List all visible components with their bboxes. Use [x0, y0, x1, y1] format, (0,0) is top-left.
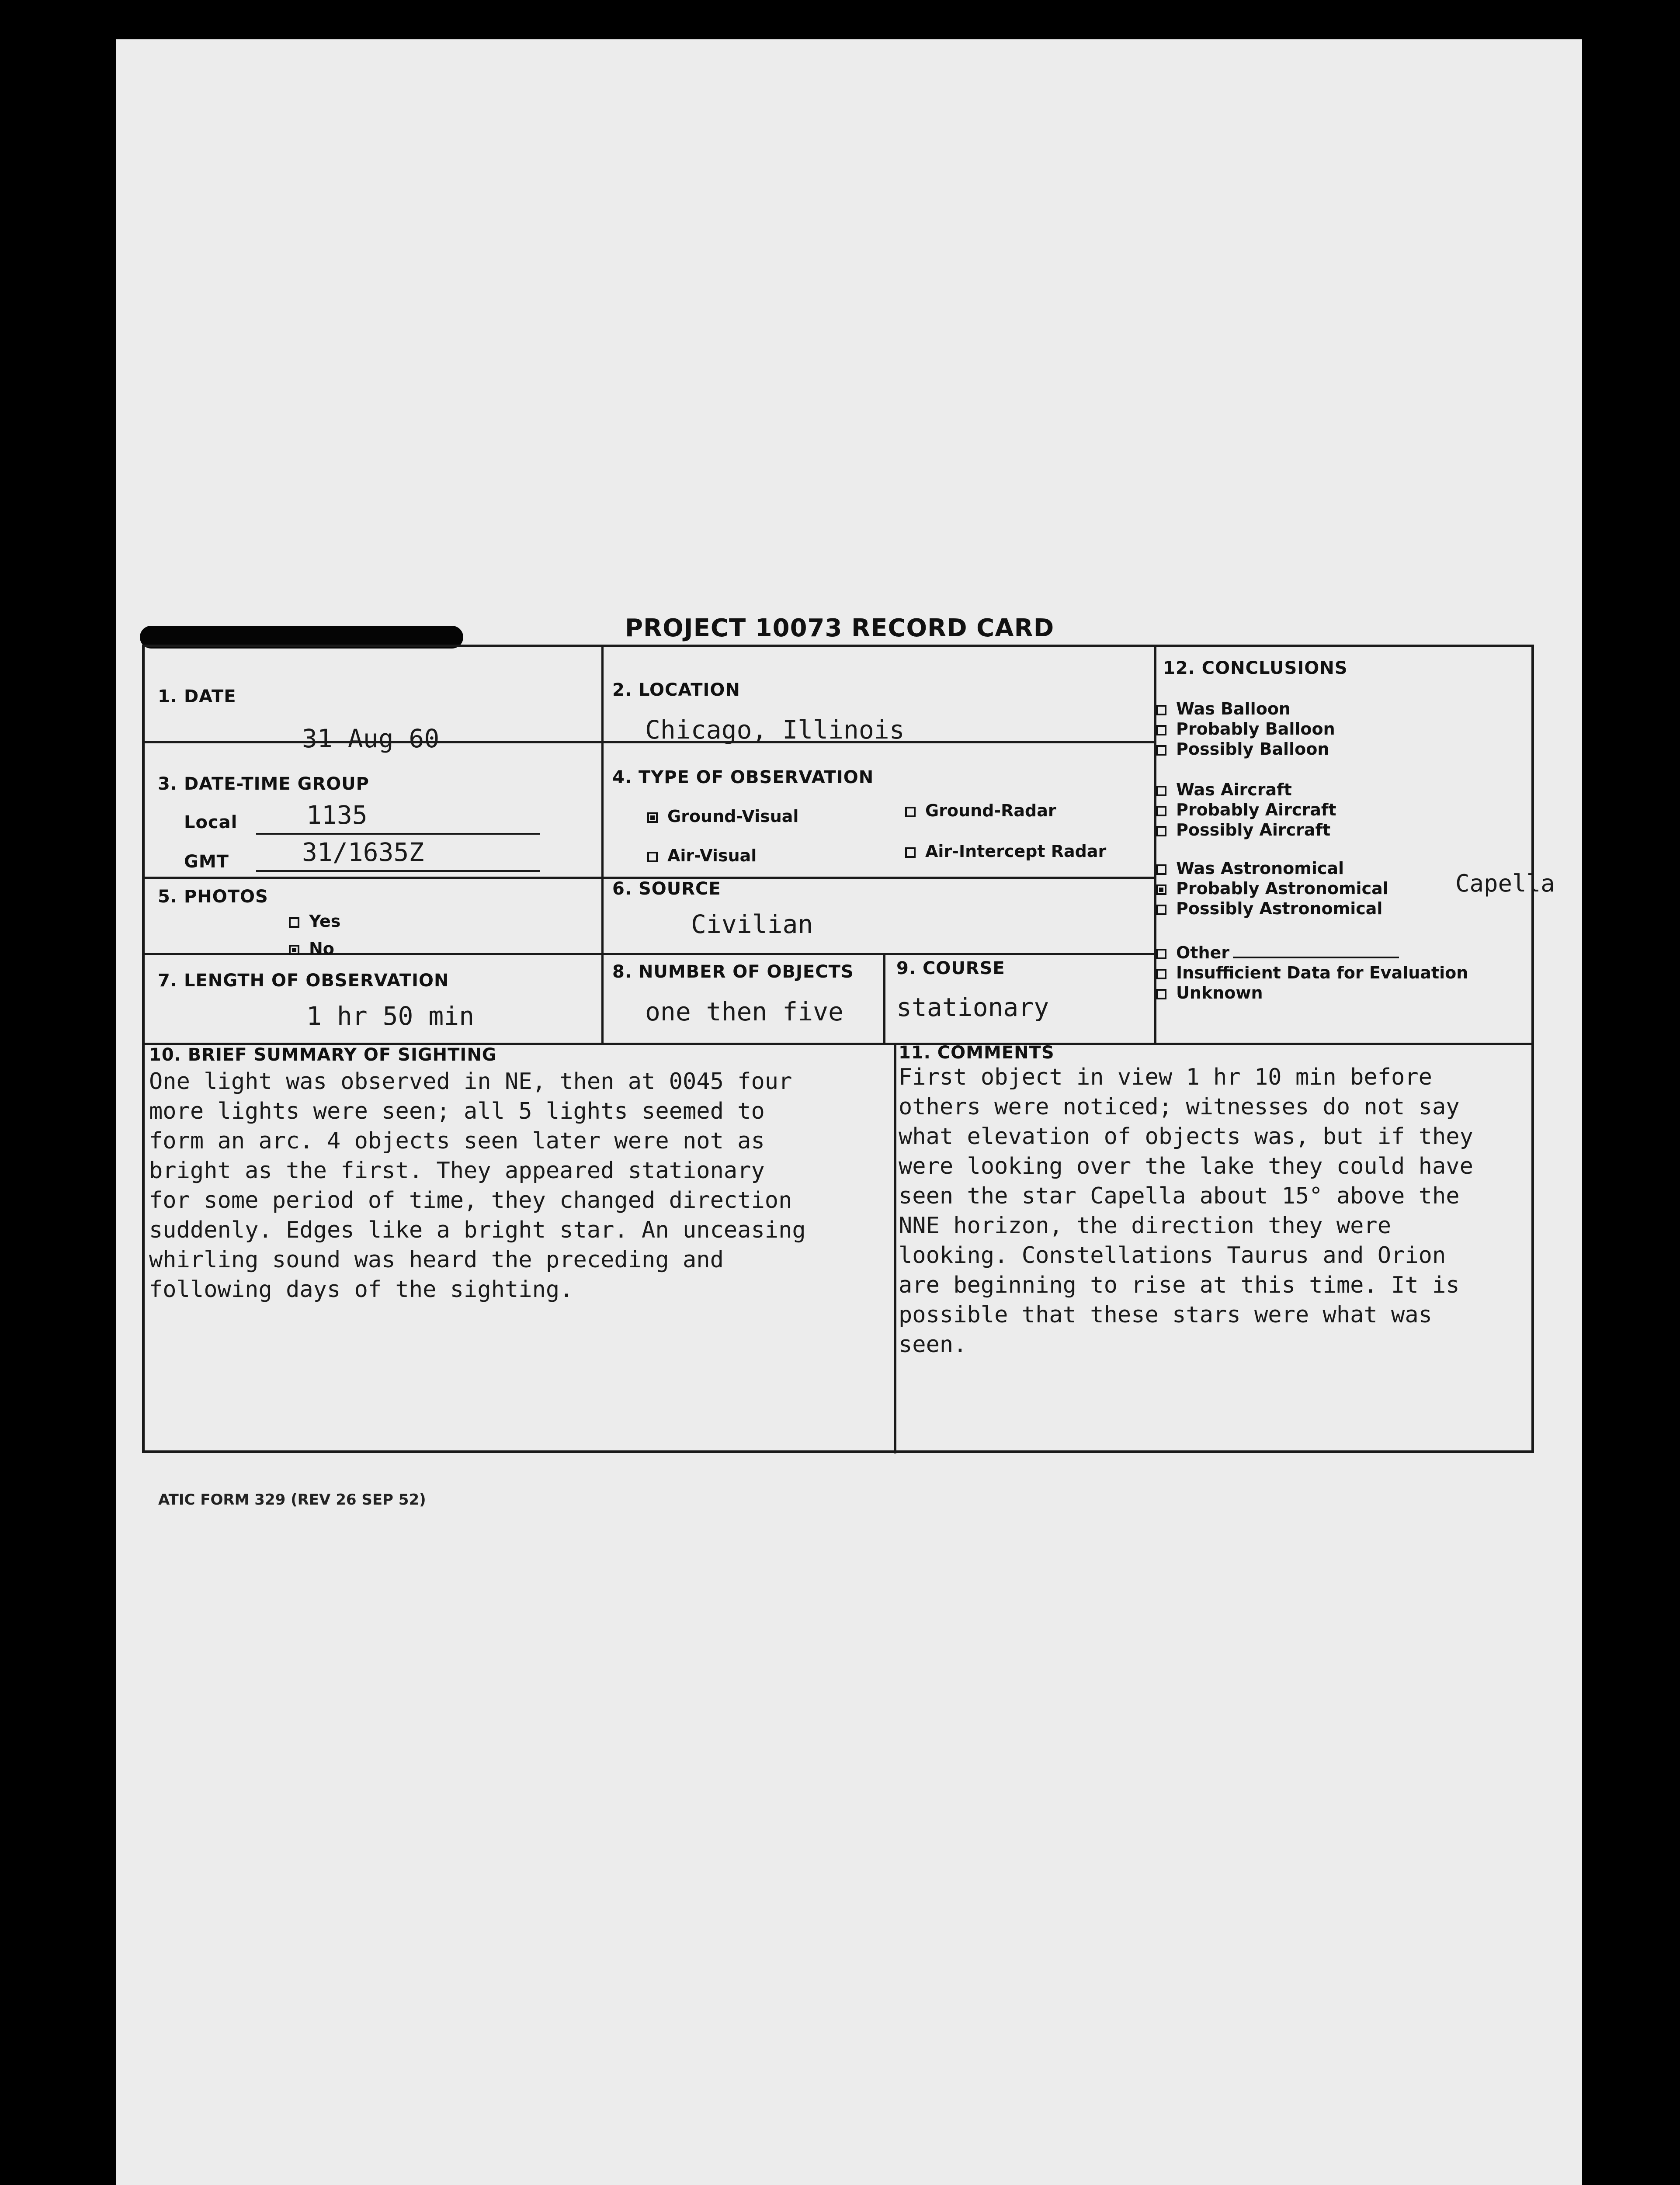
divider: [894, 1043, 896, 1453]
conclusions-group-astronomical: [1156, 859, 1388, 919]
conclusion-insufficient-data[interactable]: Insufficient Data for Evaluation: [1156, 963, 1468, 983]
record-card: [142, 645, 1534, 1453]
form-number: ATIC FORM 329 (REV 26 SEP 52): [158, 1491, 426, 1509]
option-ground-radar[interactable]: Ground-Radar: [905, 801, 1056, 820]
course-value: stationary: [896, 992, 1049, 1022]
summary-line: form an arc. 4 objects seen later were not as: [149, 1128, 765, 1154]
date-label: 1. DATE: [158, 687, 236, 707]
length-value: 1 hr 50 min: [306, 1001, 475, 1031]
comments-line: what elevation of objects was, but if they: [899, 1124, 1473, 1150]
checkbox-icon: [1156, 884, 1166, 895]
conclusion-unknown[interactable]: Unknown: [1156, 983, 1468, 1003]
option-ground-visual[interactable]: Ground-Visual: [647, 807, 798, 826]
option-air-visual[interactable]: Air-Visual: [647, 846, 757, 865]
conclusions-group-aircraft: [1156, 780, 1336, 840]
card-title: PROJECT 10073 RECORD CARD: [625, 614, 1055, 642]
divider: [601, 647, 604, 1043]
checkbox-icon: [289, 917, 299, 928]
checkbox-icon: [647, 852, 658, 862]
conclusion-was-balloon[interactable]: Was Balloon: [1156, 699, 1335, 719]
comments-line: looking. Constellations Taurus and Orion: [899, 1242, 1446, 1269]
summary-line: for some period of time, they changed direction: [149, 1187, 792, 1214]
conclusion-was-aircraft[interactable]: Was Aircraft: [1156, 780, 1336, 800]
option-air-intercept-radar[interactable]: Air-Intercept Radar: [905, 842, 1106, 861]
checkbox-icon: [1156, 705, 1166, 715]
comments-label: 11. COMMENTS: [899, 1043, 1055, 1063]
date-time-group-label: 3. DATE-TIME GROUP: [158, 774, 369, 794]
checkbox-icon: [1156, 949, 1166, 959]
gmt-label: GMT: [184, 852, 229, 872]
checkbox-icon: [1156, 745, 1166, 756]
summary-line: bright as the first. They appeared stationary: [149, 1158, 765, 1184]
conclusion-annotation: Capella: [1455, 870, 1555, 897]
gmt-line: [256, 870, 540, 872]
checkbox-icon: [905, 807, 916, 817]
summary-text: [149, 1067, 806, 1304]
comments-line: others were noticed; witnesses do not say: [899, 1094, 1460, 1120]
gmt-value: 31/1635Z: [302, 837, 424, 867]
photos-yes[interactable]: Yes: [289, 912, 340, 931]
course-label: 9. COURSE: [896, 958, 1005, 978]
comments-line: were looking over the lake they could have: [899, 1153, 1473, 1179]
checkbox-icon: [1156, 786, 1166, 796]
photos-no[interactable]: No: [289, 939, 334, 958]
local-time-line: [256, 833, 540, 835]
checkbox-icon: [1156, 725, 1166, 735]
conclusion-other[interactable]: Other: [1156, 943, 1468, 963]
comments-text: [899, 1062, 1473, 1360]
summary-line: more lights were seen; all 5 lights seemed to: [149, 1098, 765, 1124]
conclusion-was-astronomical[interactable]: Was Astronomical: [1156, 859, 1388, 879]
source-label: 6. SOURCE: [612, 879, 721, 899]
number-of-objects-label: 8. NUMBER OF OBJECTS: [612, 962, 854, 982]
divider: [883, 953, 885, 1043]
conclusion-possibly-astronomical[interactable]: Possibly Astronomical: [1156, 899, 1388, 919]
summary-line: suddenly. Edges like a bright star. An unceasing: [149, 1217, 806, 1243]
type-of-observation-label: 4. TYPE OF OBSERVATION: [612, 767, 874, 787]
comments-line: seen.: [899, 1332, 967, 1358]
conclusion-probably-balloon[interactable]: Probably Balloon: [1156, 719, 1335, 739]
checkbox-icon: [1156, 905, 1166, 915]
length-label: 7. LENGTH OF OBSERVATION: [158, 971, 449, 991]
summary-label: 10. BRIEF SUMMARY OF SIGHTING: [149, 1045, 497, 1065]
number-of-objects-value: one then five: [645, 997, 843, 1027]
checkbox-icon: [1156, 989, 1166, 999]
checkbox-icon: [1156, 969, 1166, 979]
local-time-label: Local: [184, 812, 238, 832]
comments-line: possible that these stars were what was: [899, 1302, 1432, 1328]
conclusion-possibly-aircraft[interactable]: Possibly Aircraft: [1156, 820, 1336, 840]
conclusions-group-balloon: [1156, 699, 1335, 760]
conclusion-probably-astronomical[interactable]: Probably Astronomical: [1156, 879, 1388, 899]
location-value: Chicago, Illinois: [645, 715, 905, 745]
summary-line: following days of the sighting.: [149, 1276, 573, 1303]
checkbox-icon: [1156, 864, 1166, 875]
location-label: 2. LOCATION: [612, 680, 740, 700]
photos-label: 5. PHOTOS: [158, 887, 268, 907]
checkbox-icon: [905, 847, 916, 858]
conclusion-probably-aircraft[interactable]: Probably Aircraft: [1156, 800, 1336, 820]
local-time-value: 1135: [306, 800, 368, 830]
comments-line: NNE horizon, the direction they were: [899, 1213, 1392, 1239]
checkbox-icon: [289, 945, 299, 955]
checkbox-icon: [1156, 806, 1166, 816]
checkbox-icon: [1156, 826, 1166, 836]
comments-line: First object in view 1 hr 10 min before: [899, 1064, 1432, 1090]
comments-line: are beginning to rise at this time. It is: [899, 1272, 1460, 1298]
source-value: Civilian: [691, 909, 813, 939]
conclusions-group-other: [1156, 943, 1468, 1003]
checkbox-icon: [647, 812, 658, 823]
conclusion-possibly-balloon[interactable]: Possibly Balloon: [1156, 739, 1335, 760]
comments-line: seen the star Capella about 15° above the: [899, 1183, 1460, 1209]
summary-line: whirling sound was heard the preceding and: [149, 1247, 724, 1273]
date-value: 31 Aug 60: [302, 724, 440, 753]
conclusions-label: 12. CONCLUSIONS: [1163, 658, 1348, 678]
summary-line: One light was observed in NE, then at 0045 four: [149, 1068, 792, 1095]
